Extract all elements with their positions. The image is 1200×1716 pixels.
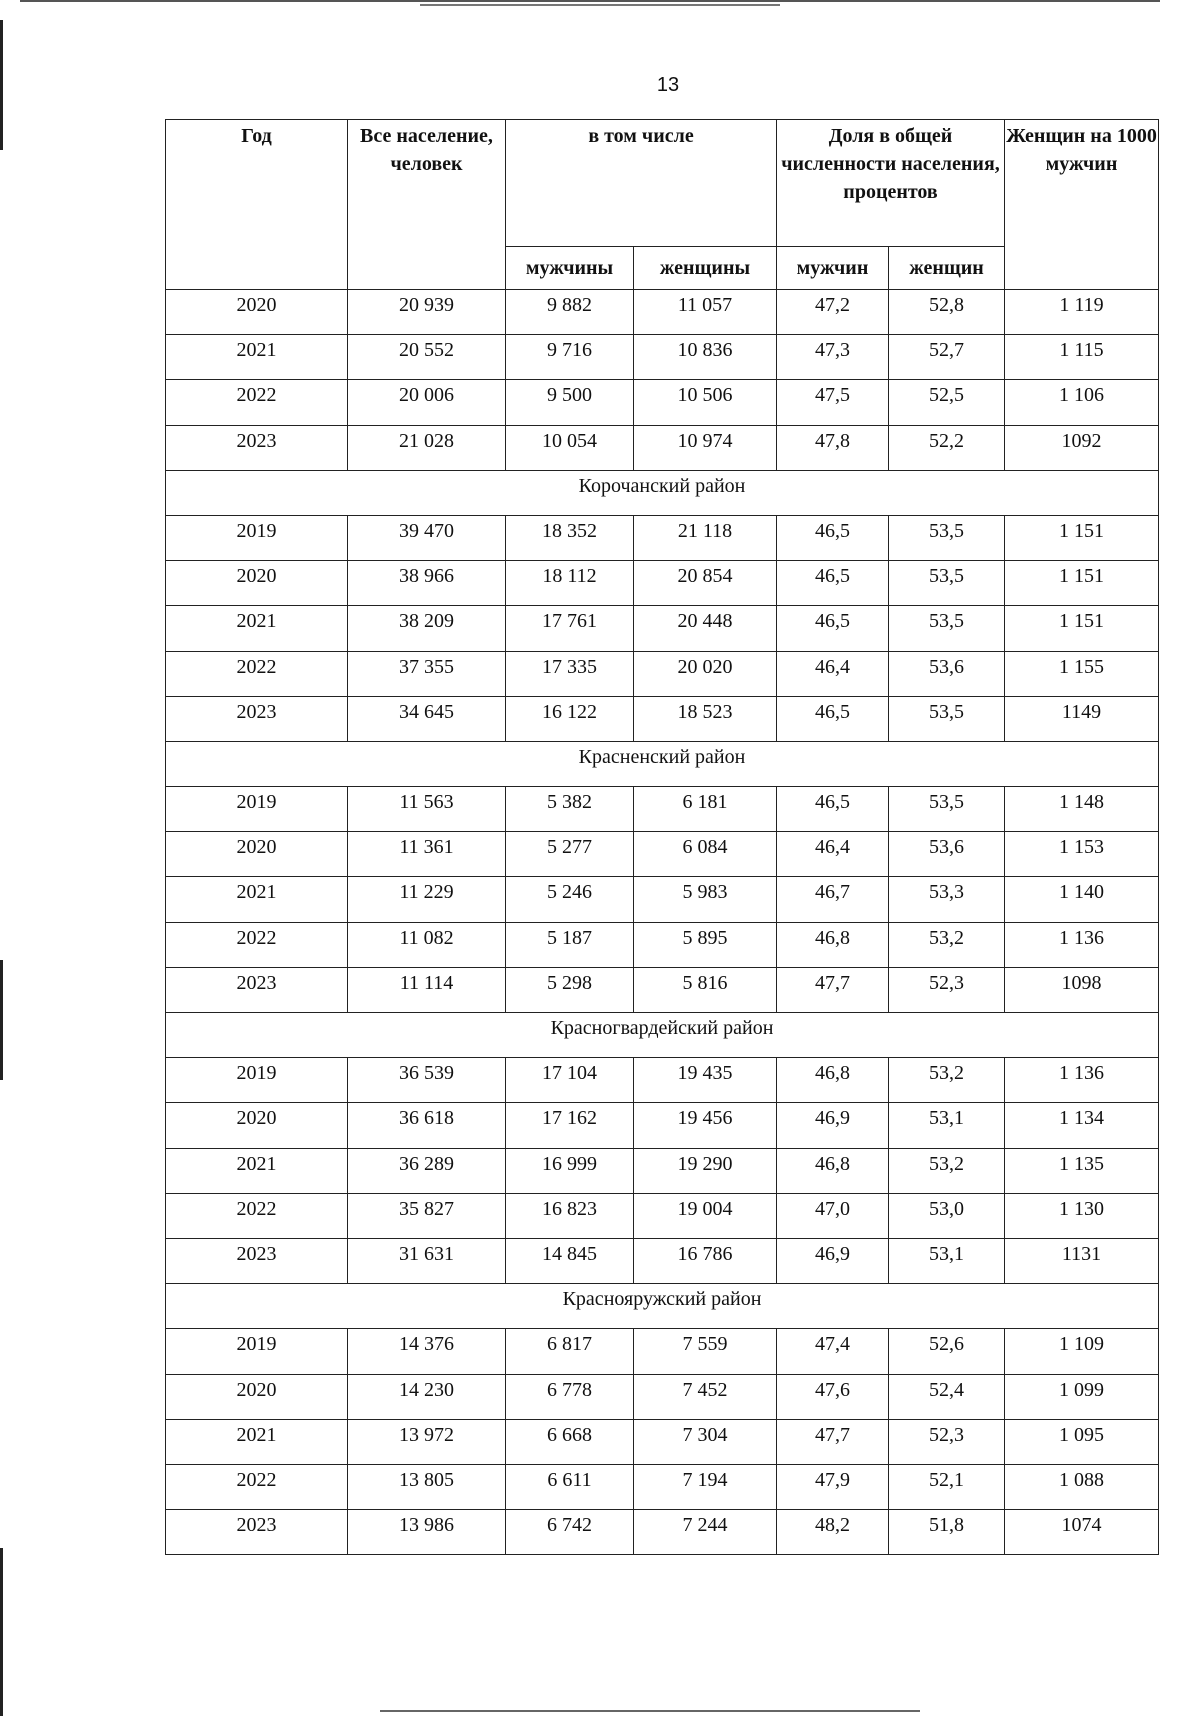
women-count-cell: 5 816 bbox=[634, 967, 777, 1012]
men-count-cell: 9 500 bbox=[506, 380, 634, 425]
women-share-cell: 52,8 bbox=[889, 290, 1005, 335]
women-count-cell: 10 974 bbox=[634, 425, 777, 470]
women-count-cell: 7 194 bbox=[634, 1464, 777, 1509]
table-row bbox=[166, 335, 1159, 380]
women-share-cell: 52,6 bbox=[889, 1329, 1005, 1374]
women-share-cell: 52,3 bbox=[889, 1419, 1005, 1464]
total-population-cell: 13 986 bbox=[348, 1510, 506, 1555]
women-share-cell: 53,5 bbox=[889, 696, 1005, 741]
men-share-cell: 47,2 bbox=[777, 290, 889, 335]
header-women-per-1000-men: Женщин на 1000 мужчин bbox=[1005, 120, 1159, 290]
men-count-cell: 16 823 bbox=[506, 1193, 634, 1238]
women-per-1000-cell: 1098 bbox=[1005, 967, 1159, 1012]
women-count-cell: 5 983 bbox=[634, 877, 777, 922]
women-count-cell: 19 004 bbox=[634, 1193, 777, 1238]
men-share-cell: 46,5 bbox=[777, 606, 889, 651]
women-share-cell: 52,2 bbox=[889, 425, 1005, 470]
year-cell: 2023 bbox=[166, 425, 348, 470]
table-body bbox=[166, 290, 1159, 1555]
men-share-cell: 46,8 bbox=[777, 922, 889, 967]
scan-edge-mark bbox=[20, 0, 1160, 2]
total-population-cell: 37 355 bbox=[348, 651, 506, 696]
women-per-1000-cell: 1 151 bbox=[1005, 561, 1159, 606]
district-caption-row bbox=[166, 1284, 1159, 1329]
table-row bbox=[166, 1374, 1159, 1419]
year-cell: 2022 bbox=[166, 380, 348, 425]
men-count-cell: 17 104 bbox=[506, 1058, 634, 1103]
year-cell: 2020 bbox=[166, 1103, 348, 1148]
men-share-cell: 46,8 bbox=[777, 1148, 889, 1193]
total-population-cell: 11 229 bbox=[348, 877, 506, 922]
men-share-cell: 47,5 bbox=[777, 380, 889, 425]
district-name: Корочанский район bbox=[166, 470, 1159, 515]
district-name: Краснояружский район bbox=[166, 1284, 1159, 1329]
women-count-cell: 7 559 bbox=[634, 1329, 777, 1374]
men-share-cell: 46,4 bbox=[777, 651, 889, 696]
total-population-cell: 34 645 bbox=[348, 696, 506, 741]
table-row bbox=[166, 515, 1159, 560]
table-row bbox=[166, 1103, 1159, 1148]
men-count-cell: 16 122 bbox=[506, 696, 634, 741]
women-per-1000-cell: 1 136 bbox=[1005, 1058, 1159, 1103]
women-count-cell: 10 836 bbox=[634, 335, 777, 380]
year-cell: 2023 bbox=[166, 696, 348, 741]
women-count-cell: 5 895 bbox=[634, 922, 777, 967]
total-population-cell: 36 618 bbox=[348, 1103, 506, 1148]
table-row bbox=[166, 425, 1159, 470]
men-count-cell: 6 742 bbox=[506, 1510, 634, 1555]
women-per-1000-cell: 1 153 bbox=[1005, 832, 1159, 877]
total-population-cell: 20 939 bbox=[348, 290, 506, 335]
women-per-1000-cell: 1 140 bbox=[1005, 877, 1159, 922]
header-share-men: мужчин bbox=[777, 247, 889, 290]
women-share-cell: 53,6 bbox=[889, 832, 1005, 877]
table-row bbox=[166, 606, 1159, 651]
header-men: мужчины bbox=[506, 247, 634, 290]
women-per-1000-cell: 1 095 bbox=[1005, 1419, 1159, 1464]
header-year: Год bbox=[166, 120, 348, 290]
men-share-cell: 47,7 bbox=[777, 1419, 889, 1464]
women-count-cell: 7 452 bbox=[634, 1374, 777, 1419]
table-row bbox=[166, 1058, 1159, 1103]
scan-edge-mark bbox=[0, 960, 3, 1080]
total-population-cell: 13 972 bbox=[348, 1419, 506, 1464]
men-count-cell: 5 277 bbox=[506, 832, 634, 877]
year-cell: 2019 bbox=[166, 1329, 348, 1374]
women-share-cell: 53,5 bbox=[889, 787, 1005, 832]
women-count-cell: 10 506 bbox=[634, 380, 777, 425]
men-share-cell: 47,0 bbox=[777, 1193, 889, 1238]
table-row bbox=[166, 967, 1159, 1012]
total-population-cell: 39 470 bbox=[348, 515, 506, 560]
total-population-cell: 31 631 bbox=[348, 1238, 506, 1283]
men-share-cell: 46,9 bbox=[777, 1103, 889, 1148]
men-share-cell: 46,5 bbox=[777, 561, 889, 606]
year-cell: 2021 bbox=[166, 606, 348, 651]
total-population-cell: 11 082 bbox=[348, 922, 506, 967]
page-number: 13 bbox=[656, 74, 680, 96]
header-women: женщины bbox=[634, 247, 777, 290]
total-population-cell: 13 805 bbox=[348, 1464, 506, 1509]
men-share-cell: 46,8 bbox=[777, 1058, 889, 1103]
women-count-cell: 20 448 bbox=[634, 606, 777, 651]
total-population-cell: 21 028 bbox=[348, 425, 506, 470]
total-population-cell: 11 361 bbox=[348, 832, 506, 877]
table-row bbox=[166, 561, 1159, 606]
year-cell: 2021 bbox=[166, 335, 348, 380]
women-share-cell: 53,5 bbox=[889, 561, 1005, 606]
men-count-cell: 6 778 bbox=[506, 1374, 634, 1419]
total-population-cell: 14 230 bbox=[348, 1374, 506, 1419]
women-share-cell: 51,8 bbox=[889, 1510, 1005, 1555]
year-cell: 2020 bbox=[166, 1374, 348, 1419]
women-count-cell: 11 057 bbox=[634, 290, 777, 335]
table-row bbox=[166, 877, 1159, 922]
table-row bbox=[166, 1329, 1159, 1374]
men-count-cell: 18 112 bbox=[506, 561, 634, 606]
men-share-cell: 46,4 bbox=[777, 832, 889, 877]
women-share-cell: 53,0 bbox=[889, 1193, 1005, 1238]
men-count-cell: 16 999 bbox=[506, 1148, 634, 1193]
women-share-cell: 53,6 bbox=[889, 651, 1005, 696]
women-share-cell: 53,5 bbox=[889, 515, 1005, 560]
women-share-cell: 53,5 bbox=[889, 606, 1005, 651]
header-total-population: Все население, человек bbox=[348, 120, 506, 290]
women-per-1000-cell: 1 151 bbox=[1005, 515, 1159, 560]
men-share-cell: 47,9 bbox=[777, 1464, 889, 1509]
women-per-1000-cell: 1131 bbox=[1005, 1238, 1159, 1283]
table-row bbox=[166, 1510, 1159, 1555]
total-population-cell: 11 563 bbox=[348, 787, 506, 832]
men-count-cell: 14 845 bbox=[506, 1238, 634, 1283]
table-row bbox=[166, 380, 1159, 425]
women-count-cell: 18 523 bbox=[634, 696, 777, 741]
table-row bbox=[166, 1238, 1159, 1283]
women-count-cell: 7 244 bbox=[634, 1510, 777, 1555]
men-count-cell: 6 611 bbox=[506, 1464, 634, 1509]
population-table bbox=[165, 119, 1159, 1555]
year-cell: 2022 bbox=[166, 1464, 348, 1509]
men-count-cell: 18 352 bbox=[506, 515, 634, 560]
year-cell: 2023 bbox=[166, 1238, 348, 1283]
district-caption-row bbox=[166, 741, 1159, 786]
district-caption-row bbox=[166, 1013, 1159, 1058]
men-count-cell: 5 187 bbox=[506, 922, 634, 967]
men-share-cell: 46,9 bbox=[777, 1238, 889, 1283]
year-cell: 2023 bbox=[166, 1510, 348, 1555]
table-row bbox=[166, 787, 1159, 832]
header-share-women: женщин bbox=[889, 247, 1005, 290]
women-per-1000-cell: 1 099 bbox=[1005, 1374, 1159, 1419]
year-cell: 2022 bbox=[166, 922, 348, 967]
year-cell: 2021 bbox=[166, 1419, 348, 1464]
men-share-cell: 46,5 bbox=[777, 787, 889, 832]
women-per-1000-cell: 1 106 bbox=[1005, 380, 1159, 425]
men-count-cell: 5 298 bbox=[506, 967, 634, 1012]
men-count-cell: 17 335 bbox=[506, 651, 634, 696]
men-count-cell: 5 382 bbox=[506, 787, 634, 832]
district-name: Красногвардейский район bbox=[166, 1013, 1159, 1058]
men-count-cell: 6 668 bbox=[506, 1419, 634, 1464]
men-count-cell: 17 162 bbox=[506, 1103, 634, 1148]
women-share-cell: 52,7 bbox=[889, 335, 1005, 380]
women-share-cell: 53,3 bbox=[889, 877, 1005, 922]
total-population-cell: 36 289 bbox=[348, 1148, 506, 1193]
women-count-cell: 6 084 bbox=[634, 832, 777, 877]
table-row bbox=[166, 1464, 1159, 1509]
women-per-1000-cell: 1 088 bbox=[1005, 1464, 1159, 1509]
women-count-cell: 19 290 bbox=[634, 1148, 777, 1193]
year-cell: 2022 bbox=[166, 1193, 348, 1238]
table-row bbox=[166, 832, 1159, 877]
women-per-1000-cell: 1074 bbox=[1005, 1510, 1159, 1555]
women-per-1000-cell: 1 151 bbox=[1005, 606, 1159, 651]
men-share-cell: 47,7 bbox=[777, 967, 889, 1012]
men-count-cell: 9 882 bbox=[506, 290, 634, 335]
total-population-cell: 36 539 bbox=[348, 1058, 506, 1103]
men-count-cell: 9 716 bbox=[506, 335, 634, 380]
women-per-1000-cell: 1 136 bbox=[1005, 922, 1159, 967]
table-row bbox=[166, 290, 1159, 335]
total-population-cell: 20 552 bbox=[348, 335, 506, 380]
men-share-cell: 47,8 bbox=[777, 425, 889, 470]
women-count-cell: 20 020 bbox=[634, 651, 777, 696]
women-per-1000-cell: 1 109 bbox=[1005, 1329, 1159, 1374]
year-cell: 2020 bbox=[166, 832, 348, 877]
women-share-cell: 53,2 bbox=[889, 1058, 1005, 1103]
year-cell: 2023 bbox=[166, 967, 348, 1012]
women-count-cell: 6 181 bbox=[634, 787, 777, 832]
men-count-cell: 5 246 bbox=[506, 877, 634, 922]
women-share-cell: 53,1 bbox=[889, 1103, 1005, 1148]
women-per-1000-cell: 1149 bbox=[1005, 696, 1159, 741]
table-header bbox=[166, 120, 1159, 290]
women-count-cell: 19 435 bbox=[634, 1058, 777, 1103]
men-count-cell: 6 817 bbox=[506, 1329, 634, 1374]
men-share-cell: 47,3 bbox=[777, 335, 889, 380]
men-share-cell: 46,5 bbox=[777, 515, 889, 560]
women-per-1000-cell: 1092 bbox=[1005, 425, 1159, 470]
table-row bbox=[166, 1148, 1159, 1193]
women-per-1000-cell: 1 115 bbox=[1005, 335, 1159, 380]
women-count-cell: 16 786 bbox=[634, 1238, 777, 1283]
women-share-cell: 53,2 bbox=[889, 922, 1005, 967]
year-cell: 2019 bbox=[166, 1058, 348, 1103]
district-caption-row bbox=[166, 470, 1159, 515]
women-share-cell: 52,4 bbox=[889, 1374, 1005, 1419]
women-count-cell: 19 456 bbox=[634, 1103, 777, 1148]
men-share-cell: 46,7 bbox=[777, 877, 889, 922]
men-count-cell: 17 761 bbox=[506, 606, 634, 651]
table-row bbox=[166, 651, 1159, 696]
district-name: Красненский район bbox=[166, 741, 1159, 786]
women-count-cell: 21 118 bbox=[634, 515, 777, 560]
year-cell: 2021 bbox=[166, 877, 348, 922]
men-share-cell: 47,4 bbox=[777, 1329, 889, 1374]
women-per-1000-cell: 1 135 bbox=[1005, 1148, 1159, 1193]
table-row bbox=[166, 696, 1159, 741]
women-per-1000-cell: 1 130 bbox=[1005, 1193, 1159, 1238]
table-row bbox=[166, 922, 1159, 967]
women-count-cell: 20 854 bbox=[634, 561, 777, 606]
men-share-cell: 47,6 bbox=[777, 1374, 889, 1419]
header-of-which: в том числе bbox=[506, 120, 777, 247]
year-cell: 2020 bbox=[166, 290, 348, 335]
women-share-cell: 52,3 bbox=[889, 967, 1005, 1012]
year-cell: 2021 bbox=[166, 1148, 348, 1193]
table-row bbox=[166, 1193, 1159, 1238]
women-share-cell: 52,5 bbox=[889, 380, 1005, 425]
men-share-cell: 46,5 bbox=[777, 696, 889, 741]
scan-edge-mark bbox=[380, 1710, 920, 1712]
total-population-cell: 14 376 bbox=[348, 1329, 506, 1374]
scan-edge-mark bbox=[0, 1548, 3, 1716]
women-count-cell: 7 304 bbox=[634, 1419, 777, 1464]
total-population-cell: 20 006 bbox=[348, 380, 506, 425]
women-share-cell: 53,1 bbox=[889, 1238, 1005, 1283]
women-per-1000-cell: 1 148 bbox=[1005, 787, 1159, 832]
total-population-cell: 35 827 bbox=[348, 1193, 506, 1238]
year-cell: 2019 bbox=[166, 787, 348, 832]
header-share: Доля в общей численности населения, процентов bbox=[777, 120, 1005, 247]
women-share-cell: 53,2 bbox=[889, 1148, 1005, 1193]
total-population-cell: 38 966 bbox=[348, 561, 506, 606]
women-share-cell: 52,1 bbox=[889, 1464, 1005, 1509]
year-cell: 2019 bbox=[166, 515, 348, 560]
men-count-cell: 10 054 bbox=[506, 425, 634, 470]
table-row bbox=[166, 1419, 1159, 1464]
women-per-1000-cell: 1 155 bbox=[1005, 651, 1159, 696]
total-population-cell: 11 114 bbox=[348, 967, 506, 1012]
women-per-1000-cell: 1 134 bbox=[1005, 1103, 1159, 1148]
year-cell: 2022 bbox=[166, 651, 348, 696]
women-per-1000-cell: 1 119 bbox=[1005, 290, 1159, 335]
year-cell: 2020 bbox=[166, 561, 348, 606]
men-share-cell: 48,2 bbox=[777, 1510, 889, 1555]
total-population-cell: 38 209 bbox=[348, 606, 506, 651]
scan-edge-mark bbox=[420, 4, 780, 6]
